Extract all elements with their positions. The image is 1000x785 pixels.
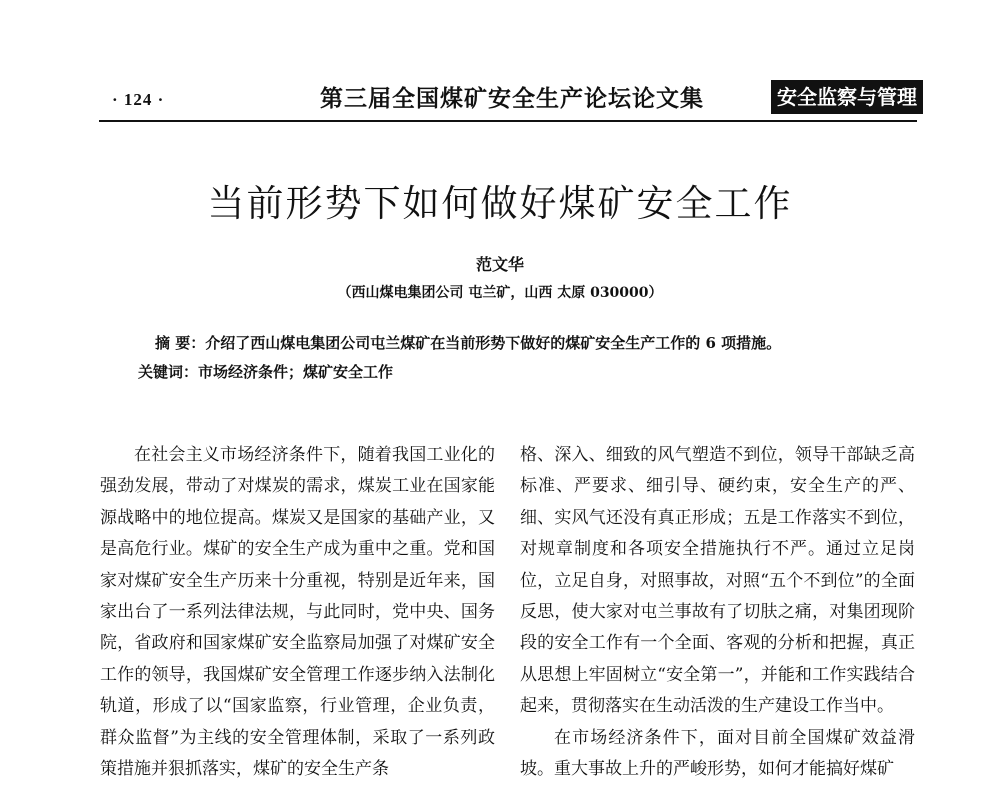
keywords-label: 关键词： (138, 363, 199, 381)
page-number: · 124 · (112, 90, 165, 109)
abstract-label: 摘 要： (155, 334, 206, 352)
article-title: 当前形势下如何做好煤矿安全工作 (207, 182, 793, 225)
body-left-column (100, 440, 495, 785)
body-paragraph: 在市场经济条件下，面对目前全国煤矿效益滑坡。重大事故上升的严峻形势，如何才能搞好煤矿 (520, 727, 915, 780)
keywords (138, 361, 393, 382)
abstract-text: 介绍了西山煤电集团公司屯兰煤矿在当前形势下做好的煤矿安全生产工作的 6 项措施。 (205, 334, 782, 352)
header-rule (99, 120, 917, 122)
running-header-title: 第三届全国煤矿安全生产论坛论文集 (320, 86, 704, 112)
author-affiliation: （西山煤电集团公司 屯兰矿，山西 太原 030000） (337, 285, 663, 301)
body-paragraph: 在社会主义市场经济条件下，随着我国工业化的强劲发展，带动了对煤炭的需求，煤炭工业在国家能源战略中的地位提高。煤炭又是国家的基础产业，又是高危行业。煤矿的安全生产成为重中之重。党和国家对煤矿安全生产历来十分重视，特别是近年来，国家出台了一系列法律法规，与此同时，党中央、国务院，省政府和国家煤矿安全监察局加强了对煤矿安全工作的领导，我国煤矿安全管理工作逐步纳入法制化轨道，形成了以“国家监察，行业管理，企业负责，群众监督”为主线的安全管理体制，采取了一系列政策措施并狠抓落实，煤矿的安全生产条 (100, 445, 495, 780)
body-paragraph: 格、深入、细致的风气塑造不到位，领导干部缺乏高标准、严要求、细引导、硬约束，安全生产的严、细、实风气还没有真正形成；五是工作落实不到位，对规章制度和各项安全措施执行不严。通过立足岗位，立足自身，对照事故，对照“五个不到位”的全面反思，使大家对屯兰事故有了切肤之痛，对集团现阶段的安全工作有一个全面、客观的分析和把握，真正从思想上牢固树立“安全第一”，并能和工作实践结合起来，贯彻落实在生动活泼的生产建设工作当中。 (520, 445, 915, 717)
keywords-text: 市场经济条件；煤矿安全工作 (198, 363, 394, 381)
author-name: 范文华 (475, 255, 524, 274)
abstract (155, 332, 781, 353)
section-tag: 安全监察与管理 (771, 80, 923, 114)
body-right-column (520, 440, 915, 785)
